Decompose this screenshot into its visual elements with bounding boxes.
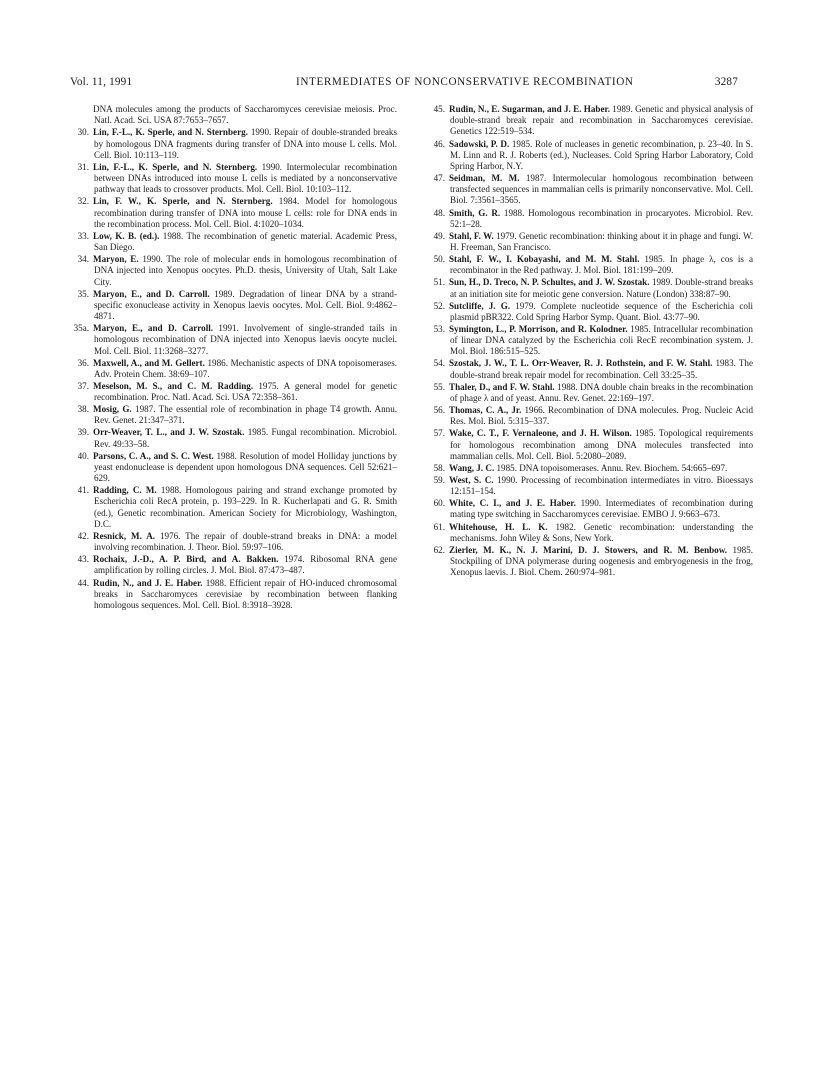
- reference-entry: [433, 208, 753, 230]
- reference-authors: Lin, F.-L., K. Sperle, and N. Sternberg.: [93, 161, 258, 172]
- reference-number: 45.: [433, 104, 445, 114]
- reference-citation: 1983. The double-strand break repair model for recombination. Cell 33:25–35.: [450, 358, 753, 380]
- reference-number: 48.: [433, 207, 445, 218]
- reference-citation: 1982. Genetic recombination: understanding the mechanisms. John Wiley & Sons, New York.: [450, 521, 754, 543]
- reference-entry: [433, 104, 753, 138]
- reference-entry: [77, 358, 397, 380]
- reference-authors: Seidman, M. M.: [449, 173, 520, 183]
- reference-citation: 1987. Intermolecular homologous recombination between transfected sequences in mammalian cells is primarily nonconservative. Mol. Cell. Biol. 7:3561–3565.: [450, 173, 753, 206]
- reference-authors: Stahl, F. W., I. Kobayashi, and M. M. Stahl.: [449, 254, 640, 265]
- reference-entry: [77, 381, 397, 403]
- reference-authors: Maryon, E., and D. Carroll.: [93, 323, 214, 334]
- reference-authors: Radding, C. M.: [93, 485, 157, 496]
- reference-entry: [433, 277, 753, 299]
- reference-number: 37.: [77, 380, 89, 391]
- reference-citation: 1974. Ribosomal RNA gene amplification by rolling circles. J. Mol. Biol. 87:473–487.: [94, 554, 397, 576]
- volume-label: Vol. 11, 1991: [70, 76, 133, 88]
- reference-authors: Whitehouse, H. L. K.: [449, 521, 548, 532]
- reference-entry: [433, 475, 753, 497]
- reference-entry: [77, 289, 397, 323]
- reference-authors: White, C. I., and J. E. Haber.: [449, 498, 576, 509]
- running-header: [70, 76, 738, 92]
- reference-number: 60.: [433, 498, 445, 509]
- reference-authors: Resnick, M. A.: [93, 530, 156, 541]
- reference-entry: [433, 358, 753, 380]
- reference-citation: DNA molecules among the products of Saccharomyces cerevisiae meiosis. Proc. Natl. Acad. Sci. USA 87:7653–7657.: [93, 104, 397, 126]
- reference-authors: Szostak, J. W., T. L. Orr-Weaver, R. J. Rothstein, and F. W. Stahl.: [449, 358, 713, 369]
- reference-authors: Mosig, G.: [93, 404, 132, 415]
- reference-entry: [433, 463, 753, 474]
- reference-citation: 1985. Stockpiling of DNA polymerase during oogenesis and embryogenesis in the frog, Xenopus laevis. J. Biol. Chem. 260:974–981.: [450, 544, 753, 578]
- reference-citation: 1988. Efficient repair of HO-induced chromosomal breaks in Saccharomyces cerevisiae by recombination between flanking homologous sequences. Mol. Cell. Biol. 8:3918–3928.: [94, 577, 397, 610]
- reference-number: 55.: [433, 381, 445, 392]
- reference-number: 33.: [77, 230, 89, 241]
- reference-citation: 1979. Complete nucleotide sequence of the Escherichia coli plasmid pBR322. Cold Spring Harbor Symp. Quant. Biol. 43:77–90.: [450, 300, 753, 322]
- reference-entry: [433, 301, 753, 323]
- reference-entry: [77, 485, 397, 530]
- reference-citation: 1985. Fungal recombination. Microbiol. Rev. 49:33–58.: [94, 427, 397, 449]
- reference-authors: Maryon, E., and D. Carroll.: [93, 288, 210, 299]
- reference-authors: Zierler, M. K., N. J. Marini, D. J. Stowers, and R. M. Benbow.: [449, 544, 728, 555]
- reference-authors: Lin, F.-L., K. Sperle, and N. Sternberg.: [93, 127, 248, 138]
- reference-citation: 1988. Resolution of model Holliday junctions by yeast endonuclease is dependent upon homologous DNA sequences. Cell 52:621–629.: [94, 450, 397, 484]
- reference-citation: 1989. Degradation of linear DNA by a strand-specific exonuclease activity in Xenopus laevis oocytes. Mol. Cell. Biol. 9:4862–4871.: [94, 288, 398, 321]
- reference-entry: [433, 254, 753, 276]
- reference-citation: 1979. Genetic recombination: thinking about it in phage and fungi. W. H. Freeman, San Francisco.: [450, 230, 753, 252]
- reference-authors: Wake, C. T., F. Vernaleone, and J. H. Wilson.: [449, 428, 632, 439]
- reference-entry: [433, 498, 753, 520]
- reference-number: 41.: [77, 485, 89, 496]
- reference-citation: 1990. Processing of recombination intermediates in vitro. Bioessays 12:151–154.: [450, 474, 753, 497]
- reference-entry: [77, 104, 397, 126]
- reference-authors: Wang, J. C.: [449, 462, 495, 473]
- reference-authors: Rochaix, J.-D., A. P. Bird, and A. Bakken.: [93, 554, 279, 565]
- reference-entry: [77, 531, 397, 553]
- reference-number: 39.: [77, 427, 89, 438]
- reference-citation: 1988. Homologous pairing and strand exchange promoted by Escherichia coli RecA protein, p. 193–229. In R. Kucherlapati and G. R. Smith (ed.), Genetic recombination. American Society for Microbiology, Washington, D.C.: [94, 485, 397, 529]
- reference-authors: Low, K. B. (ed.).: [93, 230, 160, 241]
- reference-authors: Maryon, E.: [93, 254, 139, 265]
- reference-entry: [77, 578, 397, 612]
- reference-entry: [77, 451, 397, 485]
- reference-entry: [433, 324, 753, 358]
- reference-number: 32.: [77, 196, 89, 207]
- reference-authors: Thomas, C. A., Jr.: [449, 405, 522, 416]
- reference-number: 47.: [433, 173, 445, 183]
- running-title: INTERMEDIATES OF NONCONSERVATIVE RECOMBINATION: [296, 76, 634, 88]
- reference-number: 49.: [433, 230, 445, 241]
- reference-entry: [433, 428, 753, 462]
- reference-citation: 1988. DNA double chain breaks in the recombination of phage λ and of yeast. Annu. Rev. Genet. 22:169–197.: [450, 381, 753, 403]
- reference-number: 50.: [433, 254, 445, 265]
- reference-entry: [77, 254, 397, 288]
- reference-authors: Symington, L., P. Morrison, and R. Kolodner.: [449, 323, 628, 334]
- reference-authors: Sadowski, P. D.: [449, 138, 510, 149]
- reference-citation: 1990. Intermediates of recombination during mating type switching in Saccharomyces cerevisiae. EMBO J. 9:663–673.: [450, 498, 753, 520]
- reference-citation: 1990. Repair of double-stranded breaks by homologous DNA fragments during transfer of DNA into mouse L cells. Mol. Cell. Biol. 10:113–119.: [94, 127, 397, 160]
- reference-number: 56.: [433, 405, 445, 416]
- reference-number: 44.: [77, 577, 89, 588]
- reference-entry: [77, 127, 397, 161]
- reference-authors: Smith, G. R.: [449, 207, 501, 218]
- reference-authors: Thaler, D., and F. W. Stahl.: [449, 381, 555, 392]
- reference-entry: [433, 173, 753, 207]
- reference-entry: [433, 139, 753, 173]
- reference-authors: Rudin, N., and J. E. Haber.: [93, 577, 203, 588]
- reference-citation: 1984. Model for homologous recombination during transfer of DNA into mouse L cells: role for DNA ends in the recombination process. Mol. Cell. Biol. 4:1020–1034.: [94, 196, 397, 229]
- reference-citation: 1990. The role of molecular ends in homologous recombination of DNA injected into Xenopus oocytes. Ph.D. thesis, University of Utah, Salt Lake City.: [94, 254, 397, 287]
- reference-citation: 1985. In phage λ, cos is a recombinator in the Red pathway. J. Mol. Biol. 181:199–209.: [450, 254, 753, 276]
- reference-number: 62.: [433, 544, 445, 555]
- reference-citation: 1991. Involvement of single-stranded tails in homologous recombination of DNA injected into Xenopus laevis oocyte nuclei. Mol. Cell. Biol. 11:3268–3277.: [94, 323, 397, 356]
- reference-number: 46.: [433, 138, 445, 149]
- reference-citation: 1985. Intracellular recombination of linear DNA catalyzed by the Escherichia coli RecE recombination system. J. Mol. Biol. 186:515–525.: [450, 323, 753, 357]
- reference-number: 57.: [433, 428, 445, 439]
- reference-citation: 1988. The recombination of genetic material. Academic Press, San Diego.: [94, 230, 397, 252]
- reference-citation: 1989. Genetic and physical analysis of double-strand break repair and recombination in Saccharomyces cerevisiae. Genetics 122:519–534.: [450, 104, 753, 137]
- reference-citation: 1966. Recombination of DNA molecules. Prog. Nucleic Acid Res. Mol. Biol. 5:315–337.: [450, 405, 753, 427]
- reference-entry: [433, 545, 753, 579]
- reference-entry: [77, 231, 397, 253]
- page-number: 3287: [714, 76, 738, 88]
- reference-number: 53.: [433, 323, 445, 334]
- reference-citation: 1986. Mechanistic aspects of DNA topoisomerases. Adv. Protein Chem. 38:69–107.: [94, 357, 398, 379]
- reference-citation: 1975. A general model for genetic recombination. Proc. Natl. Acad. Sci. USA 72:358–361.: [94, 380, 397, 403]
- reference-authors: West, S. C.: [449, 474, 494, 485]
- reference-entry: [433, 405, 753, 427]
- reference-authors: Lin, F. W., K. Sperle, and N. Sternberg.: [93, 196, 273, 207]
- reference-citation: 1985. DNA topoisomerases. Annu. Rev. Biochem. 54:665–697.: [494, 462, 728, 473]
- reference-citation: 1976. The repair of double-strand breaks in DNA: a model involving recombination. J. Theor. Biol. 59:97–106.: [94, 530, 397, 553]
- reference-authors: Sun, H., D. Treco, N. P. Schultes, and J. W. Szostak.: [449, 277, 650, 288]
- reference-entry: [77, 162, 397, 196]
- reference-authors: Orr-Weaver, T. L., and J. W. Szostak.: [93, 427, 245, 438]
- reference-citation: 1987. The essential role of recombination in phage T4 growth. Annu. Rev. Genet. 21:347–371.: [94, 404, 398, 426]
- reference-number: 51.: [433, 277, 445, 288]
- reference-citation: 1988. Homologous recombination in procaryotes. Microbiol. Rev. 52:1–28.: [450, 207, 753, 229]
- reference-number: 35a.: [73, 323, 89, 334]
- reference-number: 54.: [433, 358, 445, 369]
- reference-authors: Maxwell, A., and M. Gellert.: [93, 357, 205, 368]
- reference-entry: [77, 196, 397, 230]
- reference-citation: 1990. Intermolecular recombination between DNAs introduced into mouse L cells is mediated by a nonconservative pathway that leads to crossover products. Mol. Cell. Biol. 10:103–112.: [94, 161, 397, 195]
- references-right-column: [433, 104, 753, 578]
- reference-number: 31.: [77, 161, 89, 172]
- reference-entry: [77, 404, 397, 426]
- references-left-column: [73, 104, 398, 611]
- reference-citation: 1985. Topological requirements for homologous recombination among DNA molecules transfected into mammalian cells. Mol. Cell. Biol. 5:2080–2089.: [450, 428, 753, 461]
- reference-entry: [77, 427, 397, 449]
- reference-authors: Meselson, M. S., and C. M. Radding.: [93, 380, 254, 391]
- reference-entry: [433, 522, 753, 544]
- reference-number: 58.: [433, 462, 445, 473]
- reference-number: 59.: [433, 474, 445, 485]
- reference-citation: 1989. Double-strand breaks at an initiation site for meiotic gene conversion. Nature (London) 338:87–90.: [450, 277, 754, 299]
- reference-entry: [77, 554, 397, 576]
- reference-number: 52.: [433, 300, 445, 311]
- reference-number: 34.: [77, 254, 89, 265]
- reference-authors: Stahl, F. W.: [449, 230, 494, 241]
- reference-citation: 1985. Role of nucleases in genetic recombination, p. 23–40. In S. M. Linn and R. J. Roberts (ed.), Nucleases. Cold Spring Harbor Laboratory, Cold Spring Harbor, N.Y.: [450, 138, 753, 171]
- reference-number: 38.: [77, 404, 89, 415]
- reference-number: 43.: [77, 554, 89, 565]
- reference-authors: Parsons, C. A., and S. C. West.: [93, 450, 214, 461]
- reference-number: 30.: [77, 127, 89, 138]
- reference-number: 40.: [77, 450, 89, 461]
- reference-number: 35.: [77, 288, 89, 299]
- reference-number: 36.: [77, 357, 89, 368]
- reference-authors: Sutcliffe, J. G.: [449, 300, 511, 311]
- reference-number: 61.: [433, 521, 445, 532]
- reference-authors: Rudin, N., E. Sugarman, and J. E. Haber.: [449, 104, 610, 114]
- reference-entry: [73, 323, 397, 357]
- reference-entry: [433, 231, 753, 253]
- reference-entry: [433, 382, 753, 404]
- reference-number: 42.: [77, 530, 89, 541]
